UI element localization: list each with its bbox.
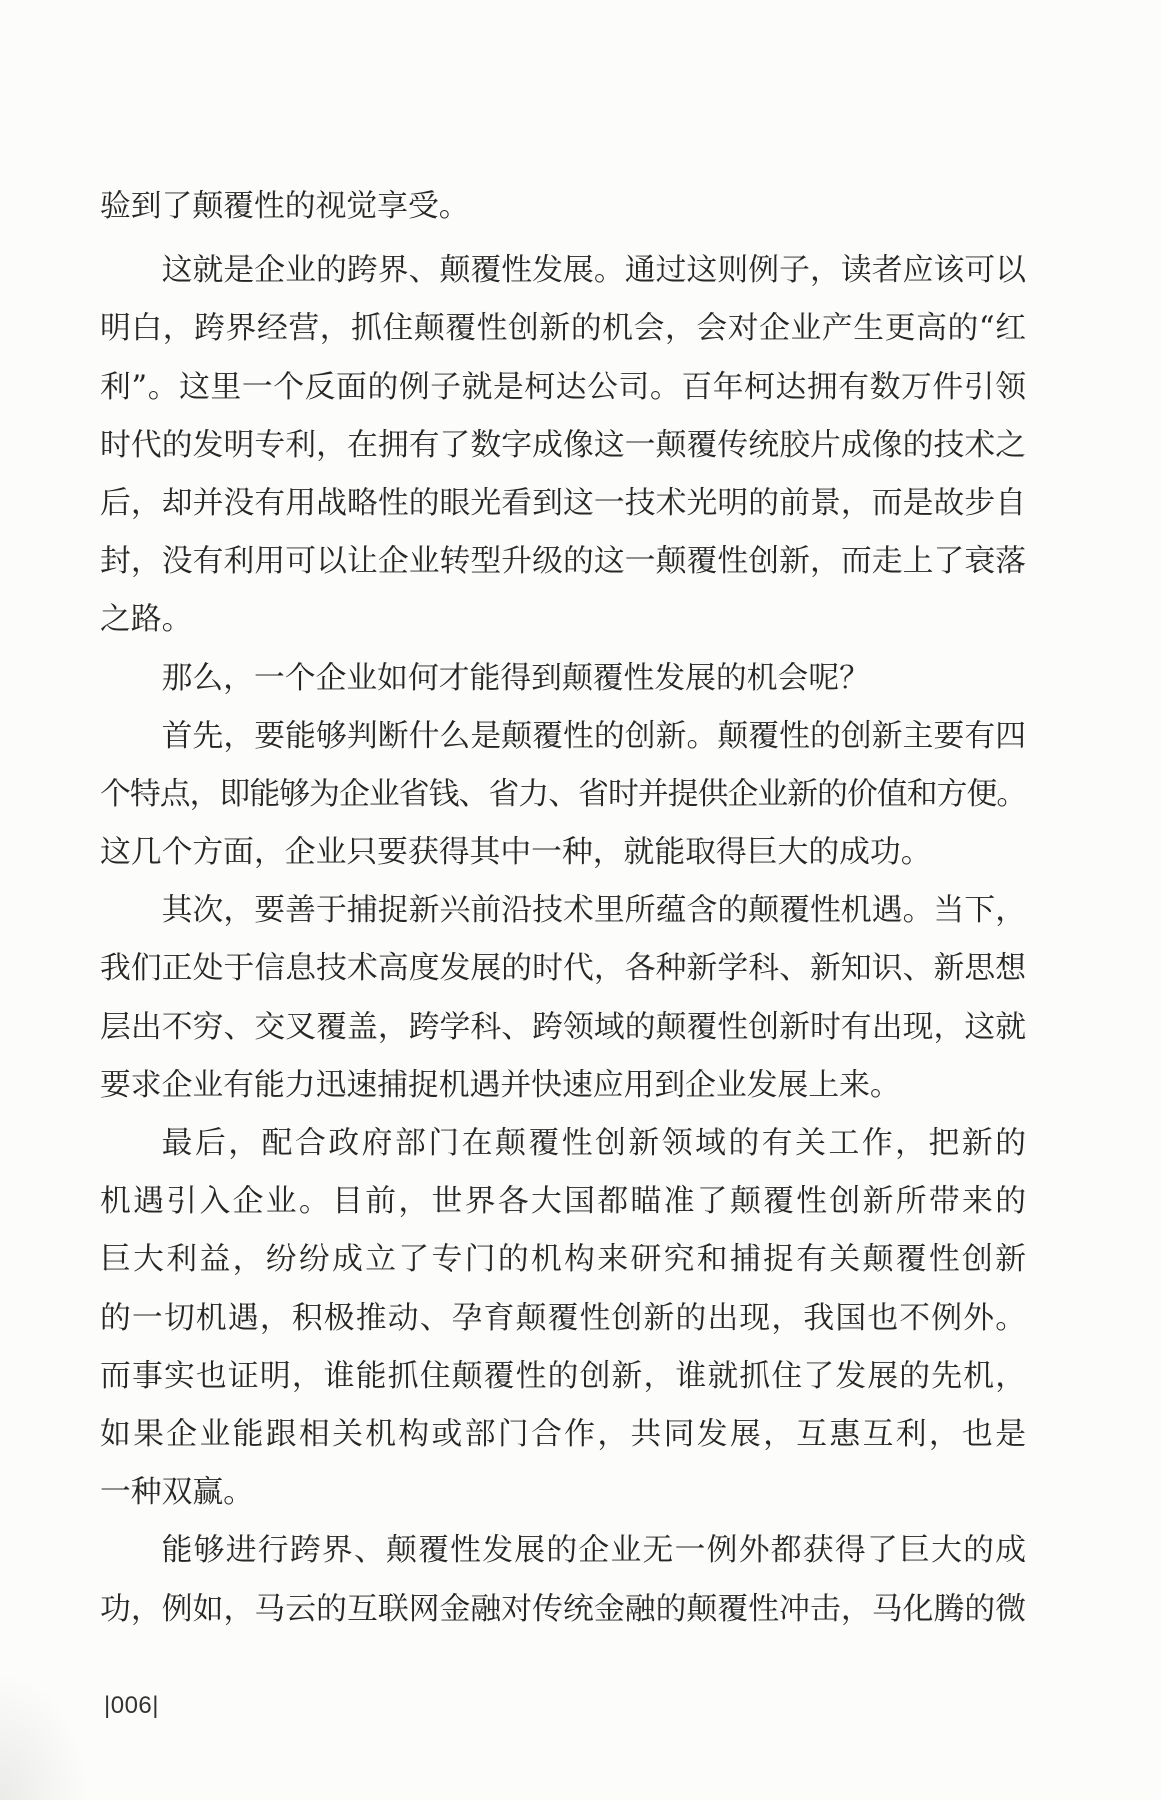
paragraph — [100, 881, 1026, 1114]
text-line: 其次，要善于捕捉新兴前沿技术里所蕴含的颠覆性机遇。当下， — [161, 892, 1026, 929]
page-body — [100, 177, 1026, 1638]
text-line: 要求企业有能力迅速捕捉机遇并快速应用到企业发展上来。 — [100, 1066, 901, 1103]
page-number: |006| — [104, 1692, 160, 1719]
text-line: 后，却并没有用战略性的眼光看到这一技术光明的前景，而是故步自 — [100, 484, 1026, 521]
text-line: 这就是企业的跨界、颠覆性发展。通过这则例子，读者应该可以 — [161, 252, 1026, 289]
text-line: 我们正处于信息技术高度发展的时代，各种新学科、新知识、新思想 — [100, 950, 1026, 987]
text-line: 的一切机遇，积极推动、孕育颠覆性创新的出现，我国也不例外。 — [100, 1299, 1026, 1336]
paragraph — [100, 1521, 1026, 1637]
text-line: 功，例如，马云的互联网金融对传统金融的颠覆性冲击，马化腾的微 — [100, 1590, 1026, 1627]
paragraph — [100, 241, 1026, 648]
text-line: 巨大利益，纷纷成立了专门的机构来研究和捕捉有关颠覆性创新 — [100, 1241, 1026, 1278]
paragraph — [100, 1114, 1026, 1521]
text-line: 利”。这里一个反面的例子就是柯达公司。百年柯达拥有数万件引领 — [100, 368, 1026, 405]
paragraph — [100, 707, 1026, 882]
text-line: 如果企业能跟相关机构或部门合作，共同发展，互惠互利，也是 — [100, 1415, 1026, 1452]
text-line: 验到了颠覆性的视觉享受。 — [100, 188, 470, 224]
text-line: 而事实也证明，谁能抓住颠覆性的创新，谁就抓住了发展的先机， — [100, 1357, 1026, 1394]
scan-edge-shadow — [0, 1670, 90, 1800]
text-line: 机遇引入企业。目前，世界各大国都瞄准了颠覆性创新所带来的 — [100, 1183, 1026, 1220]
text-line: 能够进行跨界、颠覆性发展的企业无一例外都获得了巨大的成 — [161, 1532, 1026, 1569]
text-line: 时代的发明专利，在拥有了数字成像这一颠覆传统胶片成像的技术之 — [100, 426, 1026, 463]
text-line: 个特点，即能够为企业省钱、省力、省时并提供企业新的价值和方便。 — [100, 775, 1026, 812]
text-line: 封，没有利用可以让企业转型升级的这一颠覆性创新，而走上了衰落 — [100, 543, 1026, 580]
text-line: 明白，跨界经营，抓住颠覆性创新的机会，会对企业产生更高的“红 — [100, 310, 1026, 347]
text-line: 那么，一个企业如何才能得到颠覆性发展的机会呢？ — [161, 659, 870, 696]
paragraph — [100, 649, 1026, 707]
text-line: 这几个方面，企业只要获得其中一种，就能取得巨大的成功。 — [100, 834, 932, 871]
paragraph — [100, 177, 1026, 235]
text-line: 之路。 — [100, 601, 193, 638]
text-line: 层出不穷、交叉覆盖，跨学科、跨领域的颠覆性创新时有出现，这就 — [100, 1008, 1026, 1045]
text-line: 最后，配合政府部门在颠覆性创新领域的有关工作，把新的 — [161, 1125, 1026, 1161]
text-line: 首先，要能够判断什么是颠覆性的创新。颠覆性的创新主要有四 — [161, 717, 1026, 754]
text-line: 一种双赢。 — [100, 1474, 254, 1511]
